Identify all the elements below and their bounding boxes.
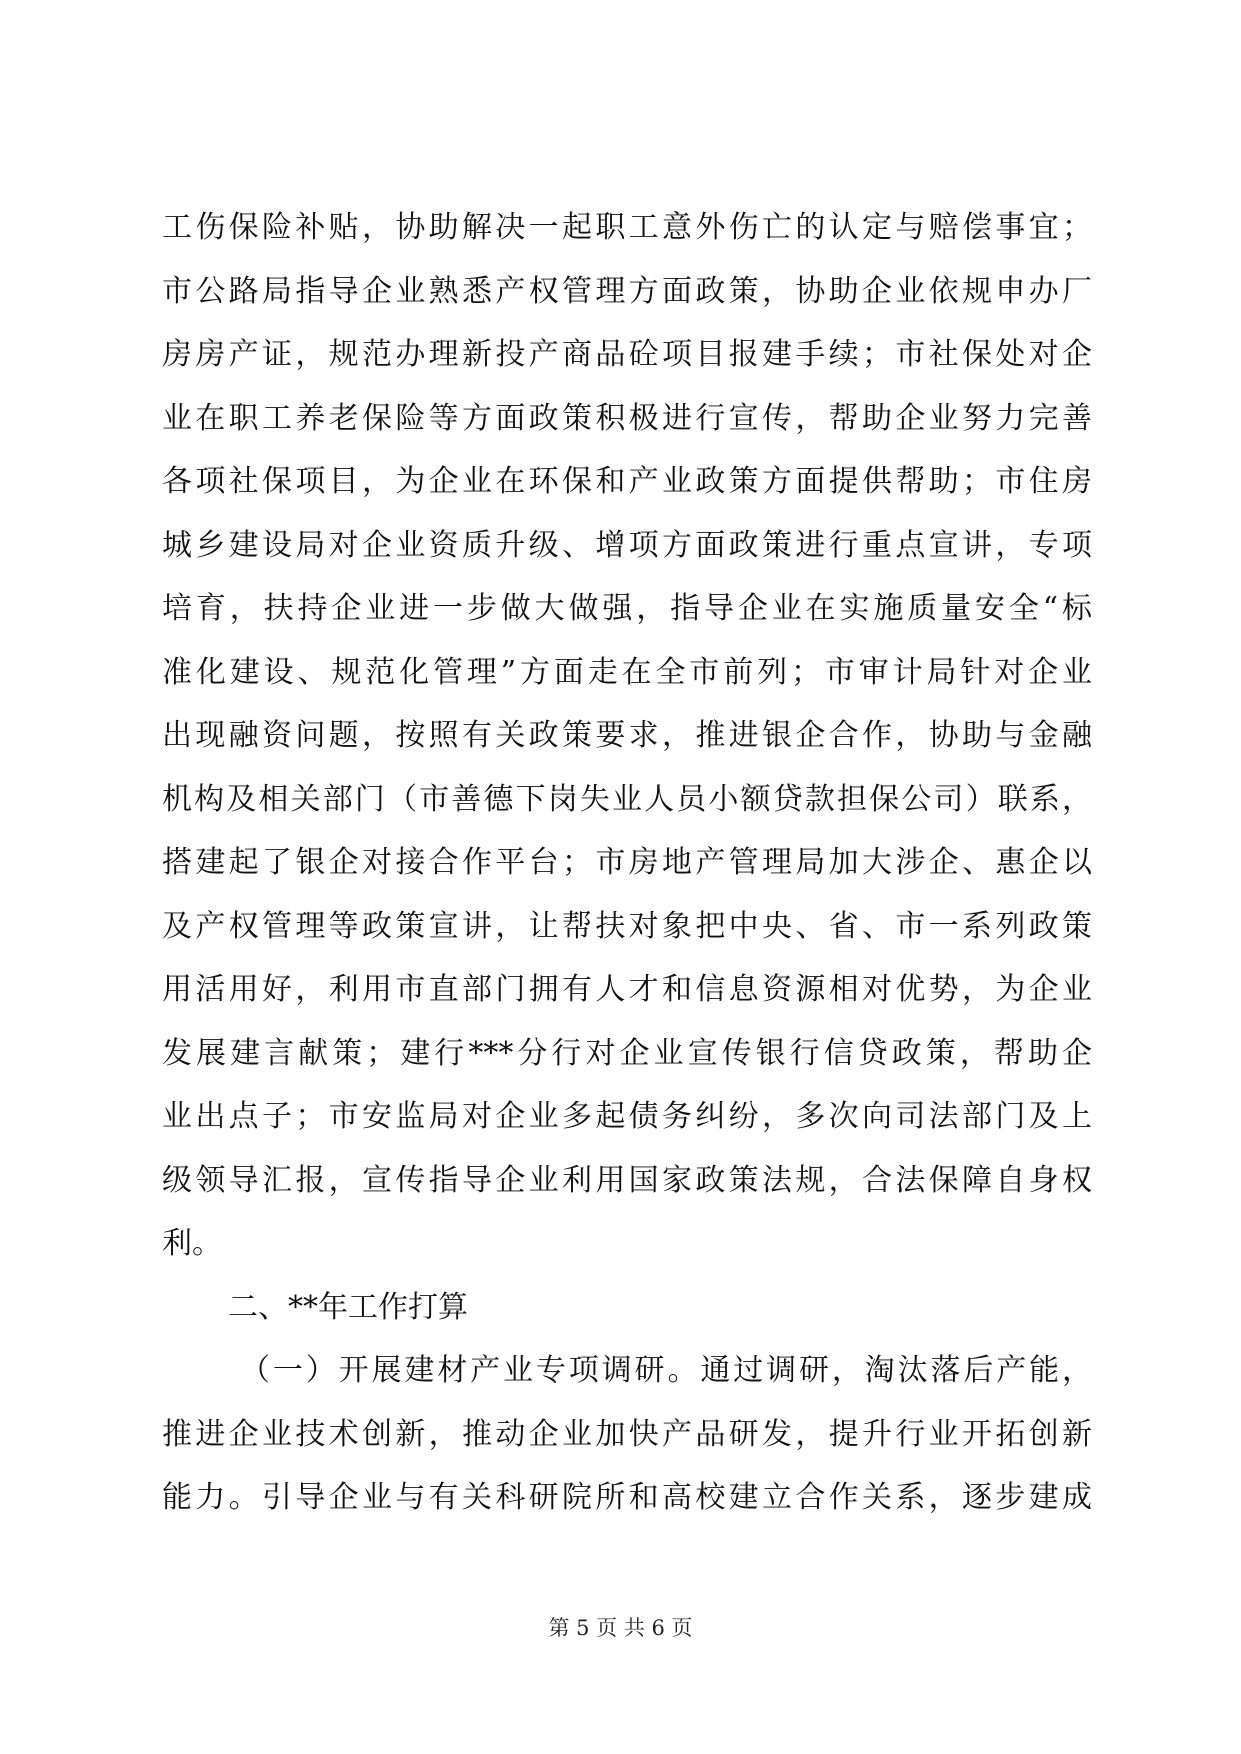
text-line: 工伤保险补贴，协助解决一起职工意外伤亡的认定与赔偿事宜； — [162, 210, 1092, 245]
text-line: 机构及相关部门（市善德下岗失业人员小额贷款担保公司）联系， — [162, 781, 1092, 817]
text-line: 搭建起了银企对接合作平台；市房地产管理局加大涉企、惠企以 — [162, 845, 1092, 880]
text-line: 能力。引导企业与有关科研院所和高校建立合作关系，逐步建成 — [162, 1480, 1092, 1515]
text-line: 业在职工养老保险等方面政策积极进行宣传，帮助企业努力完善 — [162, 400, 1092, 436]
text-line: 城乡建设局对企业资质升级、增项方面政策进行重点宣讲，专项 — [162, 527, 1092, 563]
text-line: 推进企业技术创新，推动企业加快产品研发，提升行业开拓创新 — [162, 1416, 1092, 1452]
section-heading: 二、**年工作打算 — [228, 1289, 468, 1325]
text-line: 业出点子；市安监局对企业多起债务纠纷，多次向司法部门及上 — [162, 1099, 1092, 1134]
text-line: 各项社保项目，为企业在环保和产业政策方面提供帮助；市住房 — [162, 464, 1092, 499]
text-line: 及产权管理等政策宣讲，让帮扶对象把中央、省、市一系列政策 — [162, 908, 1092, 944]
text-line: （一）开展建材产业专项调研。通过调研，淘汰落后产能， — [240, 1353, 1092, 1388]
text-line: 出现融资问题，按照有关政策要求，推进银企合作，协助与金融 — [162, 718, 1092, 753]
document-body — [162, 196, 1092, 1530]
text-line: 房房产证，规范办理新投产商品砼项目报建手续；市社保处对企 — [162, 337, 1092, 372]
text-line: 级领导汇报，宣传指导企业利用国家政策法规，合法保障自身权 — [162, 1162, 1092, 1198]
text-line: 利。 — [162, 1226, 222, 1261]
page-number-footer: 第 5 页 共 6 页 — [548, 1616, 693, 1640]
text-line: 发展建言献策；建行***分行对企业宣传银行信贷政策，帮助企 — [162, 1035, 1092, 1071]
text-line: 准化建设、规范化管理”方面走在全市前列；市审计局针对企业 — [162, 654, 1092, 690]
text-line: 培育，扶持企业进一步做大做强，指导企业在实施质量安全“标 — [162, 591, 1092, 626]
text-line: 用活用好，利用市直部门拥有人才和信息资源相对优势，为企业 — [162, 972, 1092, 1007]
text-line: 市公路局指导企业熟悉产权管理方面政策，协助企业依规申办厂 — [162, 273, 1092, 309]
